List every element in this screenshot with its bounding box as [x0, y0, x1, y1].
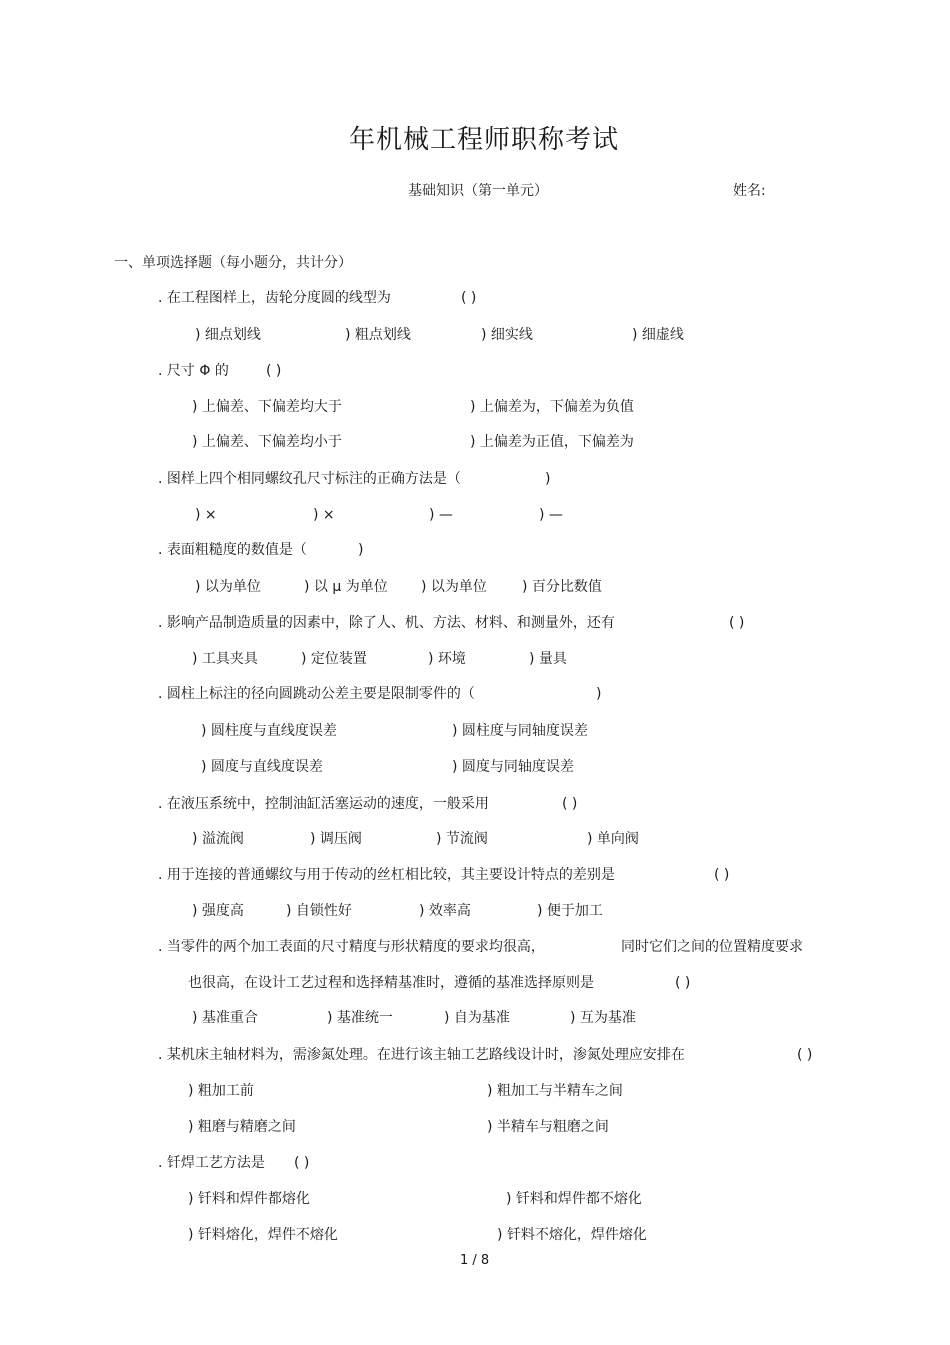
option-b: ) ×	[313, 507, 335, 523]
answer-blank: ( )	[294, 1155, 310, 1171]
answer-blank: ( )	[797, 1047, 813, 1063]
answer-blank: ( )	[675, 975, 691, 991]
option-d: ) 圆度与同轴度误差	[452, 759, 574, 775]
option-d: ) 半精车与粗磨之间	[487, 1119, 609, 1135]
option-b: ) 上偏差为，下偏差为负值	[470, 399, 634, 415]
answer-blank: ( )	[562, 796, 578, 812]
answer-blank: ( )	[266, 363, 282, 379]
answer-blank: ( )	[461, 290, 477, 306]
question-stem: . 用于连接的普通螺纹与用于传动的丝杠相比较，其主要设计特点的差别是	[158, 867, 615, 883]
option-d: ) 钎料不熔化，焊件熔化	[497, 1227, 647, 1243]
option-d: ) 量具	[529, 651, 567, 667]
question-stem: . 图样上四个相同螺纹孔尺寸标注的正确方法是（	[158, 471, 461, 487]
question-stem-continued: 同时它们之间的位置精度要求	[621, 939, 803, 955]
option-a: ) 基准重合	[192, 1010, 258, 1026]
option-d: ) 百分比数值	[522, 579, 602, 595]
option-a: ) 上偏差、下偏差均大于	[192, 399, 342, 415]
option-b: ) 粗加工与半精车之间	[487, 1083, 623, 1099]
option-b: ) 基准统一	[327, 1010, 393, 1026]
option-d: ) 上偏差为正值，下偏差为	[470, 434, 634, 450]
option-c: ) 自为基准	[444, 1010, 510, 1026]
option-c: ) 效率高	[419, 903, 471, 919]
option-a: ) ×	[195, 507, 217, 523]
option-b: ) 粗点划线	[345, 327, 411, 343]
option-c: ) 环境	[428, 651, 466, 667]
question-stem: . 尺寸 Φ 的	[158, 363, 229, 379]
question-stem: . 当零件的两个加工表面的尺寸精度与形状精度的要求均很高，	[158, 939, 545, 955]
option-b: ) 钎料和焊件都不熔化	[506, 1191, 642, 1207]
option-a: ) 圆柱度与直线度误差	[201, 723, 337, 739]
question-stem: . 在液压系统中，控制油缸活塞运动的速度，一般采用	[158, 796, 489, 812]
option-a: ) 溢流阀	[192, 831, 244, 847]
option-c: ) 上偏差、下偏差均小于	[192, 434, 342, 450]
page-title: 年机械工程师职称考试	[349, 125, 620, 155]
section-heading: 一、单项选择题（每小题分，共计分）	[114, 255, 352, 271]
question-stem: . 表面粗糙度的数值是（	[158, 542, 307, 558]
answer-blank: )	[358, 542, 364, 558]
option-d: ) 便于加工	[537, 903, 603, 919]
subtitle: 基础知识（第一单元）	[408, 183, 548, 199]
option-a: ) 强度高	[192, 903, 244, 919]
question-stem: . 某机床主轴材料为，需渗氮处理。在进行该主轴工艺路线设计时，渗氮处理应安排在	[158, 1047, 685, 1063]
option-b: ) 调压阀	[310, 831, 362, 847]
option-c: ) 圆度与直线度误差	[201, 759, 323, 775]
question-stem: . 在工程图样上，齿轮分度圆的线型为	[158, 290, 391, 306]
option-c: ) 钎料熔化，焊件不熔化	[188, 1227, 338, 1243]
name-label: 姓名:	[733, 183, 766, 199]
answer-blank: )	[545, 471, 551, 487]
option-c: ) 节流阀	[436, 831, 488, 847]
option-a: ) 以为单位	[195, 579, 261, 595]
page-number: 1 / 8	[460, 1253, 490, 1268]
option-a: ) 粗加工前	[188, 1083, 254, 1099]
option-b: ) 以 μ 为单位	[304, 579, 388, 595]
option-c: ) 细实线	[481, 327, 533, 343]
option-c: ) 粗磨与精磨之间	[188, 1119, 296, 1135]
answer-blank: )	[596, 686, 602, 702]
option-d: ) 细虚线	[632, 327, 684, 343]
question-stem-line2: 也很高，在设计工艺过程和选择精基准时，遵循的基准选择原则是	[188, 975, 594, 991]
option-d: ) 互为基准	[570, 1010, 636, 1026]
option-d: ) —	[539, 507, 563, 523]
option-b: ) 自锁性好	[286, 903, 352, 919]
option-b: ) 定位装置	[301, 651, 367, 667]
answer-blank: ( )	[714, 867, 730, 883]
question-stem: . 影响产品制造质量的因素中，除了人、机、方法、材料、和测量外，还有	[158, 615, 615, 631]
option-a: ) 细点划线	[195, 327, 261, 343]
option-a: ) 钎料和焊件都熔化	[188, 1191, 310, 1207]
option-c: ) —	[429, 507, 453, 523]
option-b: ) 圆柱度与同轴度误差	[452, 723, 588, 739]
question-stem: . 圆柱上标注的径向圆跳动公差主要是限制零件的（	[158, 686, 475, 702]
option-d: ) 单向阀	[587, 831, 639, 847]
answer-blank: ( )	[729, 615, 745, 631]
question-stem: . 钎焊工艺方法是	[158, 1155, 265, 1171]
option-a: ) 工具夹具	[192, 651, 258, 667]
option-c: ) 以为单位	[421, 579, 487, 595]
